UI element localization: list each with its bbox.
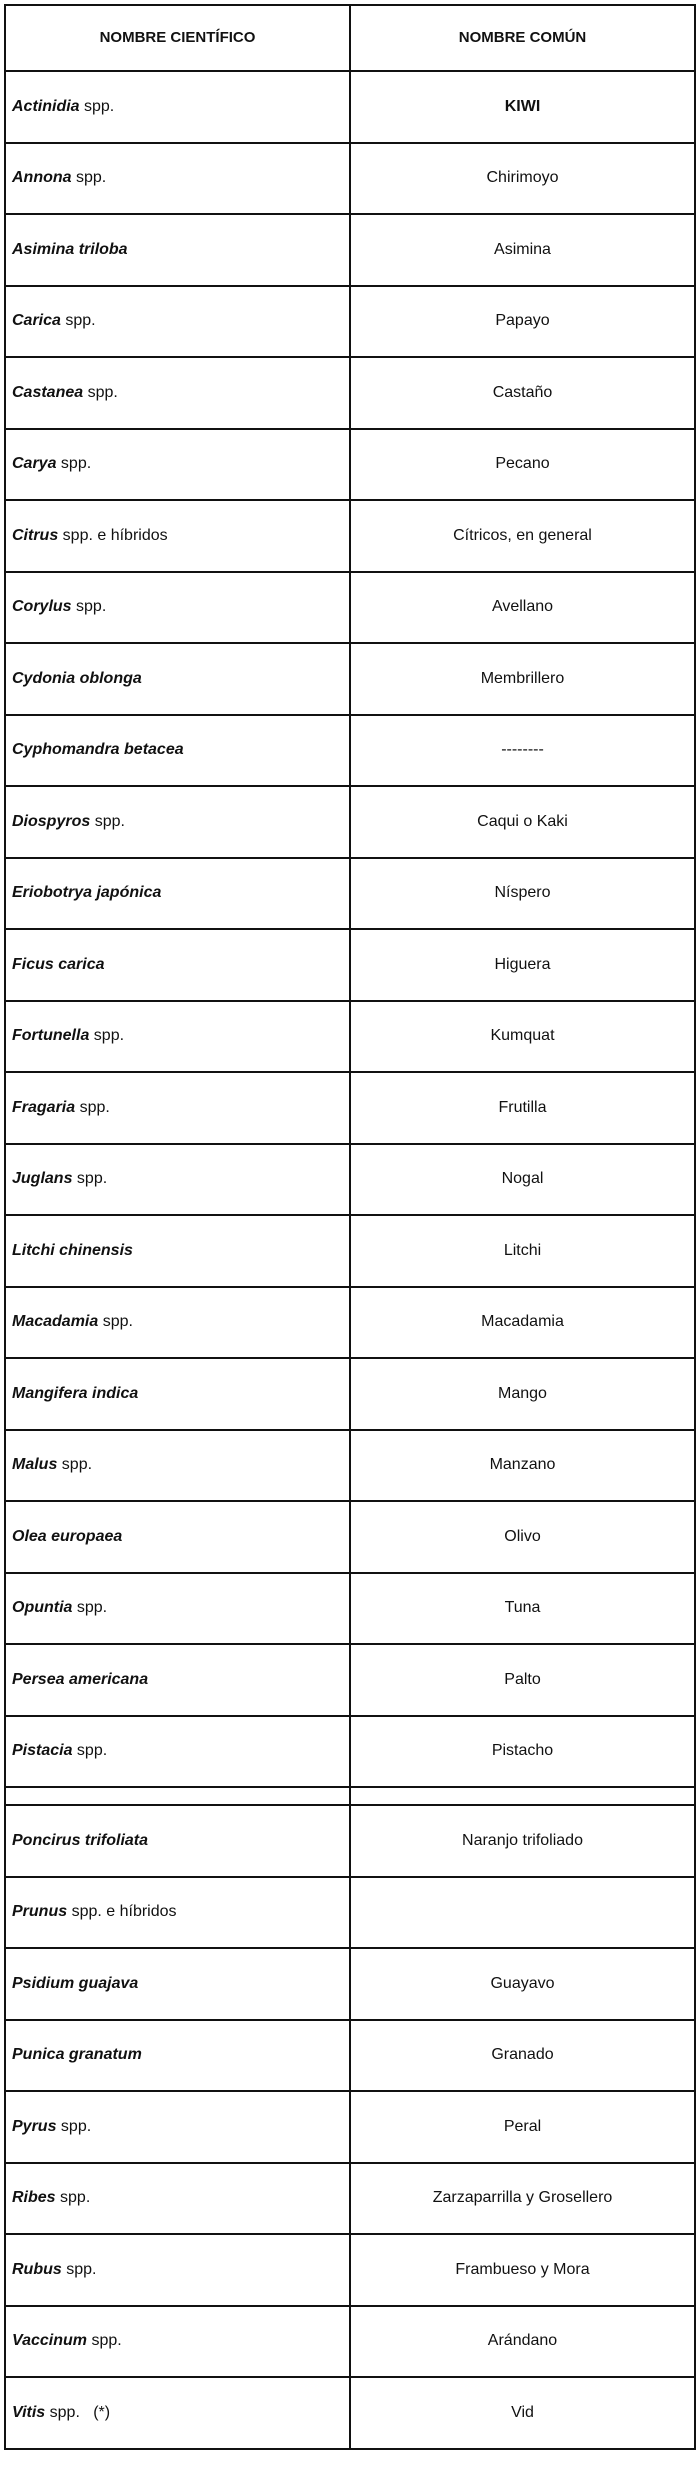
common-name-cell: Palto [350,1644,695,1716]
name-suffix: spp. [56,455,92,473]
name-suffix: spp. [75,1098,110,1116]
name-suffix: spp. [72,1742,108,1760]
spacer-cell [5,1787,350,1805]
genus-name: Rubus [12,2260,62,2278]
table-row [5,1215,695,1287]
common-name-cell: -------- [350,715,695,787]
common-name-cell: Peral [350,2091,695,2163]
genus-name: Corylus [12,598,72,616]
genus-name: Pistacia [12,1742,73,1760]
common-name-cell: Cítricos, en general [350,500,695,572]
table-row [5,1001,695,1073]
common-name-cell: Mango [350,1358,695,1430]
genus-name: Vaccinum [12,2332,87,2350]
scientific-name-cell [5,1501,350,1573]
common-name-cell: Frutilla [350,1072,695,1144]
genus-name: Cydonia oblonga [12,669,142,687]
table-row [5,2020,695,2092]
genus-name: Psidium guajava [12,1974,139,1992]
table-row [5,357,695,429]
name-suffix: spp. (*) [45,2403,111,2421]
table-row [5,2234,695,2306]
common-name-cell: Pistacho [350,1716,695,1788]
table-row [5,1430,695,1502]
name-suffix: spp. [71,169,107,187]
scientific-name-cell [5,2163,350,2235]
scientific-name-cell [5,1805,350,1877]
genus-name: Macadamia [12,1313,99,1331]
spacer-cell [350,1787,695,1805]
name-suffix: spp. [79,97,115,115]
table-row [5,2377,695,2449]
table-row [5,2091,695,2163]
genus-name: Fortunella [12,1027,90,1045]
table-row [5,1644,695,1716]
table-row [5,286,695,358]
scientific-name-cell [5,2377,350,2449]
table-row [5,2306,695,2378]
table-row [5,1072,695,1144]
common-name-cell: Asimina [350,214,695,286]
genus-name: Ribes [12,2189,56,2207]
scientific-name-cell [5,2091,350,2163]
table-body [5,71,695,2449]
genus-name: Malus [12,1456,58,1474]
genus-name: Diospyros [12,812,91,830]
table-row [5,1716,695,1788]
table-row [5,1287,695,1359]
genus-name: Cyphomandra betacea [12,741,184,759]
scientific-name-cell [5,929,350,1001]
common-name-cell: Naranjo trifoliado [350,1805,695,1877]
table-row [5,786,695,858]
common-name-cell: Granado [350,2020,695,2092]
common-name-cell: Níspero [350,858,695,930]
name-suffix: spp. [60,312,96,330]
name-suffix: spp. e híbridos [58,526,168,544]
scientific-name-cell [5,2234,350,2306]
scientific-name-cell [5,715,350,787]
common-name-cell: Guayavo [350,1948,695,2020]
scientific-name-cell [5,500,350,572]
genus-name: Castanea [12,383,84,401]
header-row [5,5,695,71]
genus-name: Eriobotrya japónica [12,884,162,902]
name-suffix: spp. [56,2117,92,2135]
scientific-name-cell [5,1001,350,1073]
genus-name: Poncirus trifoliata [12,1831,149,1849]
table-row [5,143,695,215]
common-name-cell: Castaño [350,357,695,429]
table-row [5,1358,695,1430]
genus-name: Citrus [12,526,59,544]
genus-name: Annona [12,169,72,187]
name-suffix: spp. [71,598,107,616]
genus-name: Opuntia [12,1599,73,1617]
genus-name: Pyrus [12,2117,57,2135]
name-suffix: spp. [57,1456,93,1474]
common-name-cell: Nogal [350,1144,695,1216]
name-suffix: spp. [98,1313,133,1331]
table-row [5,572,695,644]
common-name-cell: Avellano [350,572,695,644]
table-row [5,1877,695,1949]
species-table [4,4,696,2450]
name-suffix: spp. [55,2189,91,2207]
table-row [5,643,695,715]
name-suffix: spp. [87,2332,122,2350]
genus-name: Actinidia [12,97,80,115]
name-suffix: spp. [83,383,118,401]
common-name-cell: Olivo [350,1501,695,1573]
name-suffix: spp. [89,1027,125,1045]
name-suffix: spp. [61,2260,97,2278]
scientific-name-cell [5,1644,350,1716]
scientific-name-cell [5,1948,350,2020]
header-scientific-name: NOMBRE CIENTÍFICO [5,5,350,71]
scientific-name-cell [5,1430,350,1502]
header-common-name: NOMBRE COMÚN [350,5,695,71]
table-row [5,2163,695,2235]
common-name-cell: Higuera [350,929,695,1001]
genus-name: Vitis [12,2403,46,2421]
table-row [5,214,695,286]
scientific-name-cell [5,1573,350,1645]
common-name-cell: Chirimoyo [350,143,695,215]
genus-name: Juglans [12,1170,73,1188]
table-row [5,429,695,501]
scientific-name-cell [5,1144,350,1216]
table-row [5,858,695,930]
common-name-cell: Macadamia [350,1287,695,1359]
genus-name: Asimina triloba [12,240,128,258]
scientific-name-cell [5,2306,350,2378]
scientific-name-cell [5,1716,350,1788]
genus-name: Mangifera indica [12,1384,139,1402]
common-name-cell: Zarzaparrilla y Grosellero [350,2163,695,2235]
common-name-cell: Caqui o Kaki [350,786,695,858]
common-name-cell: Litchi [350,1215,695,1287]
scientific-name-cell [5,214,350,286]
name-suffix: spp. [72,1599,108,1617]
common-name-cell: Manzano [350,1430,695,1502]
scientific-name-cell [5,1215,350,1287]
common-name-cell: Pecano [350,429,695,501]
genus-name: Litchi chinensis [12,1241,133,1259]
table-row [5,1501,695,1573]
genus-name: Ficus carica [12,955,105,973]
scientific-name-cell [5,1358,350,1430]
table-row [5,1805,695,1877]
scientific-name-cell [5,2020,350,2092]
genus-name: Prunus [12,1903,68,1921]
common-name-cell: Membrillero [350,643,695,715]
common-name-cell: Tuna [350,1573,695,1645]
table-row [5,1573,695,1645]
genus-name: Punica granatum [12,2046,142,2064]
common-name-cell: Arándano [350,2306,695,2378]
scientific-name-cell [5,643,350,715]
genus-name: Carya [12,455,57,473]
genus-name: Fragaria [12,1098,76,1116]
common-name-cell: Vid [350,2377,695,2449]
scientific-name-cell [5,143,350,215]
genus-name: Carica [12,312,61,330]
scientific-name-cell [5,1072,350,1144]
table-row [5,1144,695,1216]
scientific-name-cell [5,286,350,358]
scientific-name-cell [5,429,350,501]
common-name-cell [350,1877,695,1949]
name-suffix: spp. e híbridos [67,1903,177,1921]
scientific-name-cell [5,1877,350,1949]
common-name-cell: Papayo [350,286,695,358]
scientific-name-cell [5,71,350,143]
scientific-name-cell [5,786,350,858]
common-name-cell: KIWI [350,71,695,143]
scientific-name-cell [5,572,350,644]
scientific-name-cell [5,858,350,930]
genus-name: Persea americana [12,1670,149,1688]
table-row [5,71,695,143]
name-suffix: spp. [90,812,125,830]
scientific-name-cell [5,357,350,429]
genus-name: Olea europaea [12,1527,123,1545]
table-row [5,500,695,572]
table-row [5,1948,695,2020]
table-row [5,715,695,787]
spacer-row [5,1787,695,1805]
common-name-cell: Kumquat [350,1001,695,1073]
table-row [5,929,695,1001]
name-suffix: spp. [72,1170,108,1188]
scientific-name-cell [5,1287,350,1359]
common-name-cell: Frambueso y Mora [350,2234,695,2306]
